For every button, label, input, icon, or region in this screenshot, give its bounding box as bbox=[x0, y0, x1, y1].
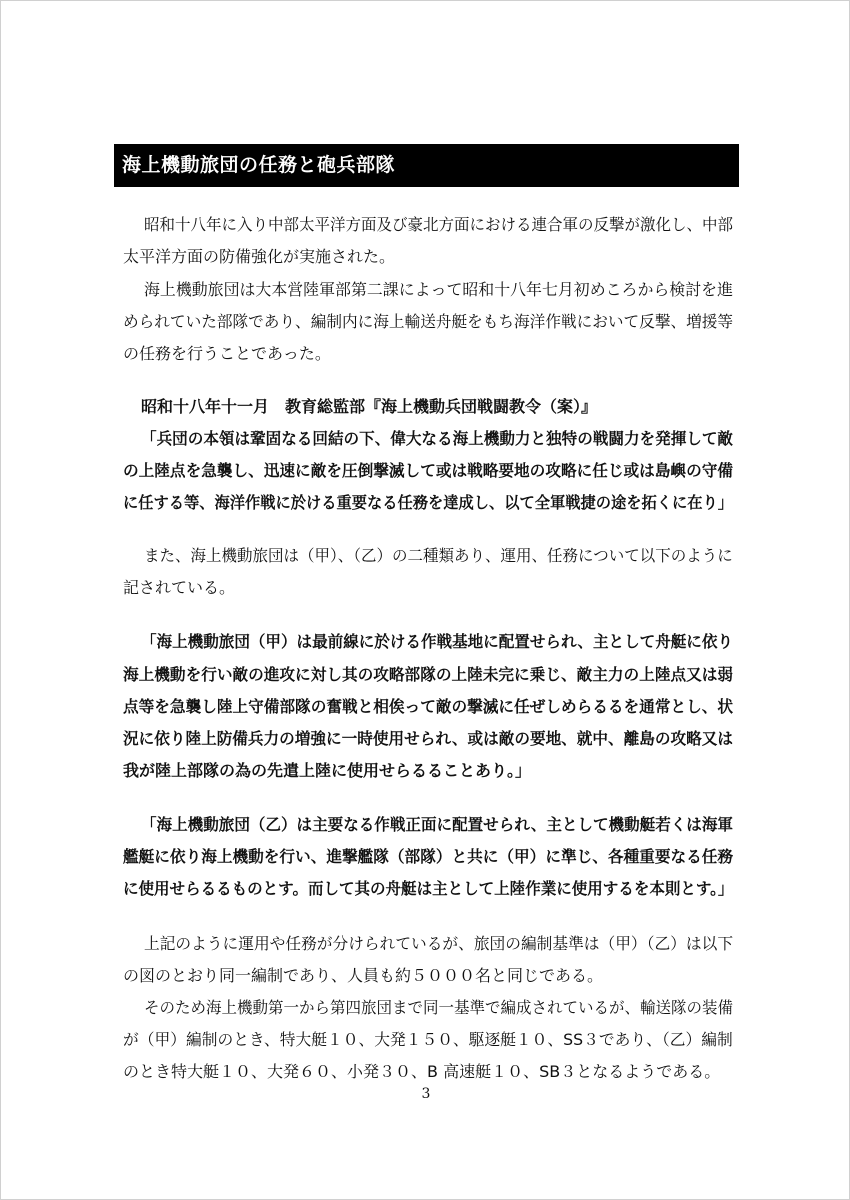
text-line: が（甲）編制のとき、特大艇１０、大発１５０、駆逐艇１０、SS３であり、（乙）編制 bbox=[123, 1030, 733, 1049]
quote-line: 点等を急襲し陸上守備部隊の奮戦と相俟って敵の撃滅に任ぜしめらるるを通常とし、状 bbox=[123, 697, 734, 716]
quote-line: 海上機動を行い敵の進攻に対し其の攻略部隊の上陸未完に乗じ、敵主力の上陸点又は弱 bbox=[123, 665, 734, 684]
text-line: 上記のように運用や任務が分けられているが、旅団の編制基準は（甲）（乙）は以下 bbox=[144, 934, 734, 953]
section-title: 海上機動旅団の任務と砲兵部隊 bbox=[114, 144, 739, 187]
text-line: 記されている。 bbox=[123, 578, 236, 597]
text-line: また、海上機動旅団は（甲）、（乙）の二種類あり、運用、任務について以下のように bbox=[144, 546, 733, 565]
citation-heading: 昭和十八年十一月 教育総監部『海上機動兵団戦闘教令（案）』 bbox=[141, 397, 598, 416]
text-line: のとき特大艇１０、大発６０、小発３０、B 高速艇１０、SB３となるようである。 bbox=[123, 1062, 721, 1081]
text-line: の図のとおり同一編制であり、人員も約５０００名と同じである。 bbox=[123, 966, 604, 985]
text-line: 昭和十八年に入り中部太平洋方面及び豪北方面における連合軍の反撃が激化し、中部 bbox=[144, 215, 734, 234]
text-line: そのため海上機動第一から第四旅団まで同一基準で編成されているが、輸送隊の装備 bbox=[144, 998, 734, 1017]
quote-line: 我が陸上部隊の為の先遣上陸に使用せらるることあり。」 bbox=[123, 761, 532, 780]
quote-line: の上陸点を急襲し、迅速に敵を圧倒撃滅して或は戦略要地の攻略に任じ或は島嶼の守備 bbox=[123, 461, 734, 480]
quote-line: に任する等、海洋作戦に於ける重要なる任務を達成し、以て全軍戦捷の途を拓くに在り」 bbox=[123, 493, 733, 512]
quote-line: 艦艇に依り海上機動を行い、進撃艦隊（部隊）と共に（甲）に準じ、各種重要なる任務 bbox=[123, 847, 734, 866]
text-line: められていた部隊であり、編制内に海上輸送舟艇をもち海洋作戦において反撃、増援等 bbox=[123, 312, 734, 331]
page-number: 3 bbox=[421, 1086, 431, 1102]
text-line: の任務を行うことであった。 bbox=[123, 344, 331, 363]
quote-line: 「海上機動旅団（乙）は主要なる作戦正面に配置せられ、主として機動艇若くは海軍 bbox=[141, 815, 733, 834]
quote-line: に使用せらるるものとす。而して其の舟艇は主として上陸作業に使用するを本則とす。」 bbox=[123, 879, 734, 898]
text-line: 海上機動旅団は大本営陸軍部第二課によって昭和十八年七月初めころから検討を進 bbox=[144, 280, 733, 299]
quote-line: 「海上機動旅団（甲）は最前線に於ける作戦基地に配置せられ、主として舟艇に依り bbox=[141, 632, 733, 651]
text-line: 太平洋方面の防備強化が実施された。 bbox=[123, 247, 396, 266]
quote-line: 「兵団の本領は鞏固なる回結の下、偉大なる海上機動力と独特の戦闘力を発揮して敵 bbox=[141, 429, 734, 448]
quote-line: 況に依り陸上防備兵力の増強に一時使用せられ、或は敵の要地、就中、離島の攻略又は bbox=[123, 729, 733, 748]
